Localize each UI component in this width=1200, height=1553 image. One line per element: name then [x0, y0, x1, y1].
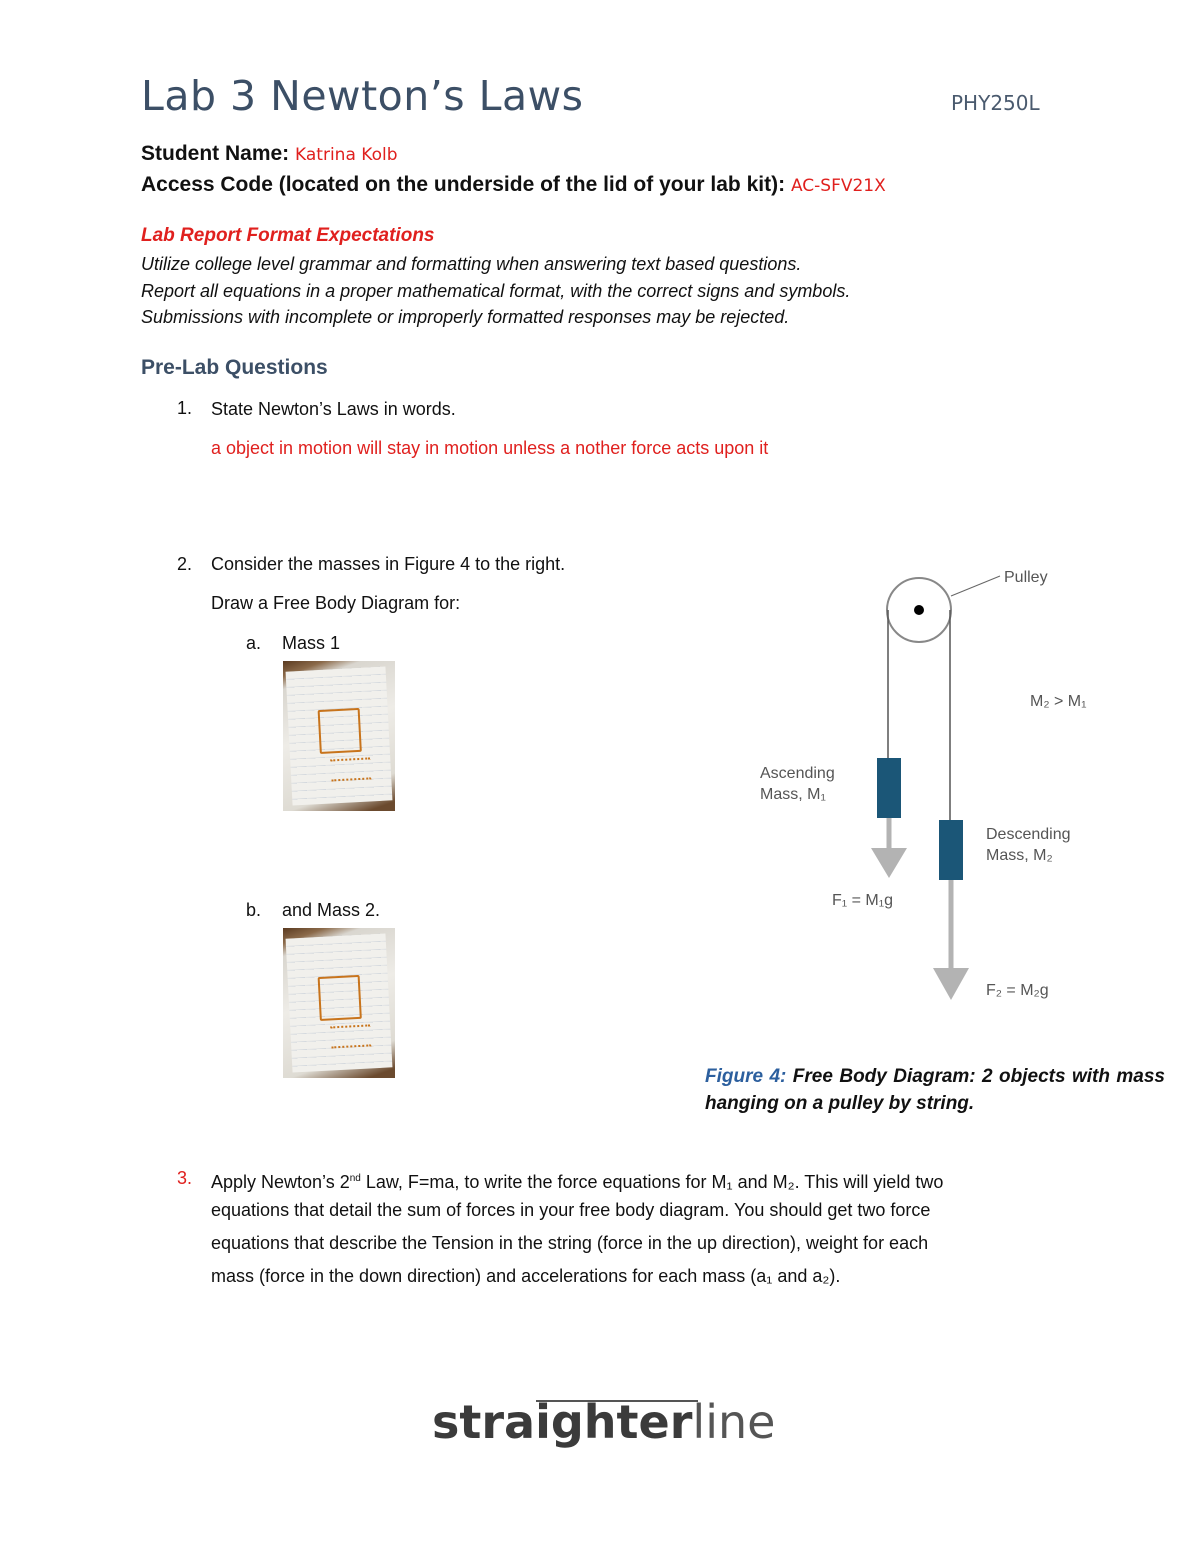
- ascending-mass: [877, 758, 901, 818]
- logo-bold-text: straighter: [432, 1395, 693, 1449]
- mass-relation: M₂ > M₁: [1030, 693, 1087, 710]
- student-name-value: Katrina Kolb: [295, 145, 398, 165]
- mass2-fbd-photo: [283, 928, 395, 1078]
- pulley-pointer: [951, 576, 1000, 596]
- q3-line1-start: Apply Newton’s 2: [211, 1172, 350, 1192]
- descending-label-2: Mass, M₂: [986, 847, 1053, 864]
- figure-caption-number: Figure 4:: [705, 1066, 787, 1087]
- q2a-label: a.: [246, 633, 262, 653]
- q3-line-4: mass (force in the down direction) and accelerations for each mass (a₁ and a₂).: [211, 1266, 841, 1286]
- figure-caption: [705, 1063, 1165, 1117]
- ascending-label-2: Mass, M₁: [760, 786, 826, 803]
- f1-label: F₁ = M₁g: [832, 892, 894, 909]
- mass1-fbd-photo: [283, 661, 395, 811]
- q2a-text: Mass 1: [282, 633, 341, 653]
- q3-line-2: equations that detail the sum of forces in your free body diagram. You should get two force: [211, 1200, 931, 1220]
- descending-mass: [939, 820, 963, 880]
- q1-text: State Newton’s Laws in words.: [211, 399, 456, 419]
- q1-number: 1.: [177, 398, 193, 418]
- student-name-row: [141, 142, 398, 166]
- logo-light-text: line: [692, 1395, 776, 1449]
- q2b-label: b.: [246, 900, 262, 920]
- access-code-label: Access Code (located on the underside of the lid of your lab kit):: [141, 173, 786, 196]
- page-title: Lab 3 Newton’s Laws: [141, 72, 584, 120]
- descending-label-1: Descending: [986, 826, 1071, 843]
- q1-answer: a object in motion will stay in motion unless a nother force acts upon it: [211, 438, 769, 458]
- expectation-line: Utilize college level grammar and formatting when answering text based questions.: [141, 254, 802, 274]
- q3-number: 3.: [177, 1168, 193, 1188]
- q2-text: Consider the masses in Figure 4 to the right.: [211, 554, 566, 574]
- q3-line-3: equations that describe the Tension in the string (force in the up direction), weight for each: [211, 1233, 929, 1253]
- f1-arrow-head: [871, 848, 907, 878]
- q2b-text: and Mass 2.: [282, 900, 381, 920]
- q3-line1-end: Law, F=ma, to write the force equations for M₁ and M₂. This will yield two: [360, 1172, 944, 1192]
- pulley-label: Pulley: [1004, 569, 1048, 586]
- pulley-diagram: [740, 560, 1180, 1030]
- q3-superscript: nd: [349, 1173, 361, 1184]
- pulley-axle: [914, 605, 924, 615]
- access-code-row: [141, 173, 886, 197]
- ascending-label-1: Ascending: [760, 765, 835, 782]
- access-code-value: AC-SFV21X: [790, 176, 886, 196]
- q2-subtext: Draw a Free Body Diagram for:: [211, 593, 461, 613]
- course-code: PHY250L: [951, 91, 1040, 115]
- student-name-label: Student Name:: [141, 142, 290, 165]
- f2-arrow-head: [933, 968, 969, 1000]
- figure-caption-text: Free Body Diagram: 2 objects with mass hanging on a pulley by string.: [705, 1066, 1165, 1114]
- straighterline-logo: [432, 1395, 775, 1449]
- prelab-heading: Pre-Lab Questions: [141, 356, 328, 379]
- f2-label: F₂ = M₂g: [986, 982, 1049, 999]
- q3-line-1: [211, 1168, 943, 1193]
- expectations-heading: Lab Report Format Expectations: [141, 225, 435, 246]
- expectation-line: Report all equations in a proper mathematical format, with the correct signs and symbols.: [141, 281, 851, 301]
- q2-number: 2.: [177, 554, 193, 574]
- expectation-line: Submissions with incomplete or improperly formatted responses may be rejected.: [141, 307, 790, 327]
